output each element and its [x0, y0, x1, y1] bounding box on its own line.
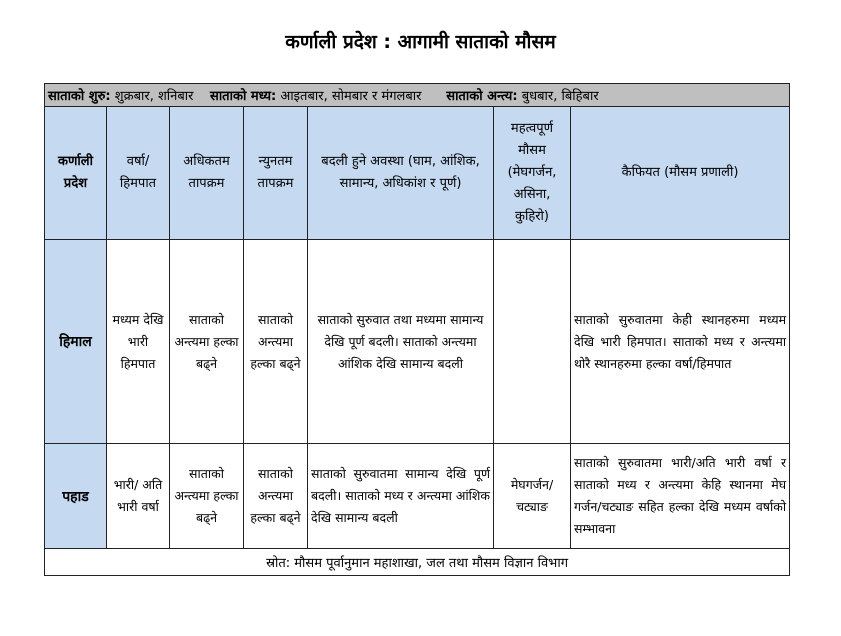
- pahad-sky: साताको सुरुवातमा सामान्य देखि पूर्ण बदली। साताको मध्य र अन्त्यमा आंशिक देखि सामान्य बदली: [308, 444, 494, 549]
- himal-min-temp: साताको अन्त्यमा हल्का बढ्ने: [244, 240, 308, 444]
- header-row: [45, 107, 790, 240]
- week-end-days: बुधबार, बिहिबार: [521, 89, 599, 104]
- weather-table: [44, 83, 790, 576]
- header-remarks: कैफियत (मौसम प्रणाली): [571, 107, 790, 240]
- header-important: महत्वपूर्ण मौसम (मेघगर्जन, असिना, कुहिरो): [494, 107, 571, 240]
- himal-important: [494, 240, 571, 444]
- week-periods-row: [45, 84, 790, 107]
- pahad-min-temp: साताको अन्त्यमा हल्का बढ्ने: [244, 444, 308, 549]
- himal-remarks: साताको सुरुवातमा केही स्थानहरुमा मध्यम देखि भारी हिमपात। साताको मध्य र अन्त्यमा थोरै स्थानहरुमा हल्का वर्षा/हिमपात: [571, 240, 790, 444]
- pahad-important: मेघगर्जन/ चट्याङ: [494, 444, 571, 549]
- himal-max-temp: साताको अन्त्यमा हल्का बढ्ने: [170, 240, 244, 444]
- week-periods-cell: [45, 84, 790, 107]
- week-end-label: साताको अन्त्य:: [446, 89, 518, 104]
- region-pahad: पहाड: [45, 444, 107, 549]
- page-title: कर्णाली प्रदेश : आगामी साताको मौसम: [285, 31, 556, 53]
- pahad-remarks: साताको सुरुवातमा भारी/अति भारी वर्षा र साताको मध्य र अन्त्यमा केहि स्थानमा मेघ गर्जन/चट्याङ सहित हल्का देखि मध्यम वर्षाको सम्भावना: [571, 444, 790, 549]
- week-start-days: शुक्रबार, शनिबार: [114, 89, 194, 104]
- week-middle-days: आइतबार, सोमबार र मंगलबार: [280, 89, 422, 104]
- header-min-temp: न्युनतम तापक्रम: [244, 107, 308, 240]
- table-row: [45, 444, 790, 549]
- header-max-temp: अधिकतम तापक्रम: [170, 107, 244, 240]
- source-note: स्रोत: मौसम पूर्वानुमान महाशाखा, जल तथा मौसम विज्ञान विभाग: [45, 549, 790, 576]
- header-region: कर्णाली प्रदेश: [45, 107, 107, 240]
- header-sky: बदली हुने अवस्था (घाम, आंशिक, सामान्य, अधिकांश र पूर्ण): [308, 107, 494, 240]
- source-row: [45, 549, 790, 576]
- week-start-label: साताको शुरु:: [48, 89, 111, 104]
- himal-precip: मध्यम देखि भारी हिमपात: [107, 240, 170, 444]
- pahad-max-temp: साताको अन्त्यमा हल्का बढ्ने: [170, 444, 244, 549]
- himal-sky: साताको सुरुवात तथा मध्यमा सामान्य देखि पूर्ण बदली। साताको अन्त्यमा आंशिक देखि सामान्य बदली: [308, 240, 494, 444]
- region-himal: हिमाल: [45, 240, 107, 444]
- table-row: [45, 240, 790, 444]
- header-precip: वर्षा/ हिमपात: [107, 107, 170, 240]
- pahad-precip: भारी/ अति भारी वर्षा: [107, 444, 170, 549]
- week-middle-label: साताको मध्य:: [210, 89, 277, 104]
